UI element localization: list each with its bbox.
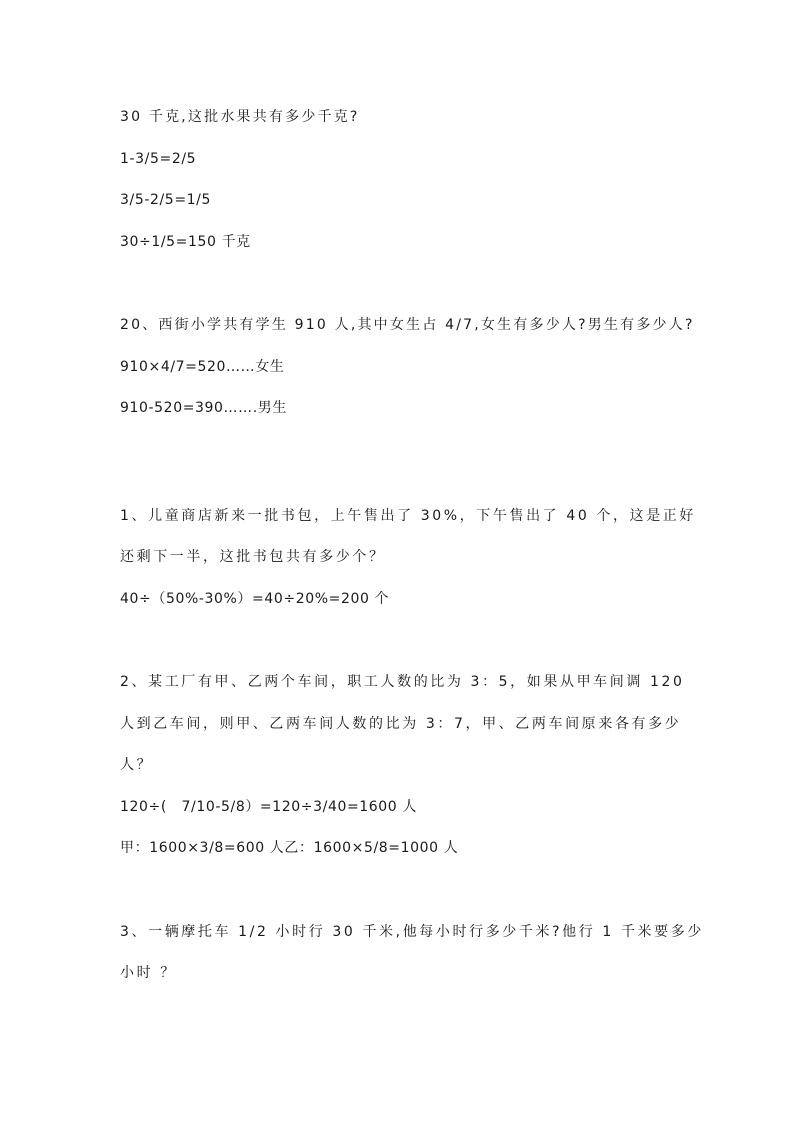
text-line-fruit-question-end: 30 千克,这批水果共有多少千克? <box>120 109 360 125</box>
text-line-question-3-part-2: 小时 ？ <box>120 965 177 981</box>
text-line-question-2-part-2: 人到乙车间，则甲、乙两车间人数的比为 3：7，甲、乙两车间原来各有多少 <box>120 716 682 732</box>
text-line-question-2-part-1: 2、某工厂有甲、乙两个车间，职工人数的比为 3：5，如果从甲车间调 120 <box>120 674 685 690</box>
text-line-calc-step-3: 30÷1/5=150 千克 <box>120 234 251 250</box>
text-line-answer-1: 40÷（50%-30%）=40÷20%=200 个 <box>120 591 390 607</box>
text-line-answer-girls: 910×4/7=520……女生 <box>120 359 285 375</box>
text-line-answer-boys: 910-520=390…….男生 <box>120 400 287 416</box>
text-line-question-20: 20、西街小学共有学生 910 人,其中女生占 4/7,女生有多少人?男生有多少人? <box>120 317 695 333</box>
text-line-answer-2-step-2: 甲：1600×3/8=600 人乙：1600×5/8=1000 人 <box>120 840 459 856</box>
text-line-answer-2-step-1: 120÷( 7/10-5/8）=120÷3/40=1600 人 <box>120 799 417 815</box>
text-line-question-3-part-1: 3、一辆摩托车 1/2 小时行 30 千米,他每小时行多少千米?他行 1 千米要多少 <box>120 924 704 940</box>
text-line-question-1-part-1: 1、儿童商店新来一批书包，上午售出了 30%，下午售出了 40 个，这是正好 <box>120 508 696 524</box>
text-line-question-2-part-3: 人？ <box>120 757 154 773</box>
text-line-calc-step-1: 1-3/5=2/5 <box>120 151 197 167</box>
text-line-question-1-part-2: 还剩下一半，这批书包共有多少个？ <box>120 549 386 565</box>
text-line-calc-step-2: 3/5-2/5=1/5 <box>120 192 211 208</box>
